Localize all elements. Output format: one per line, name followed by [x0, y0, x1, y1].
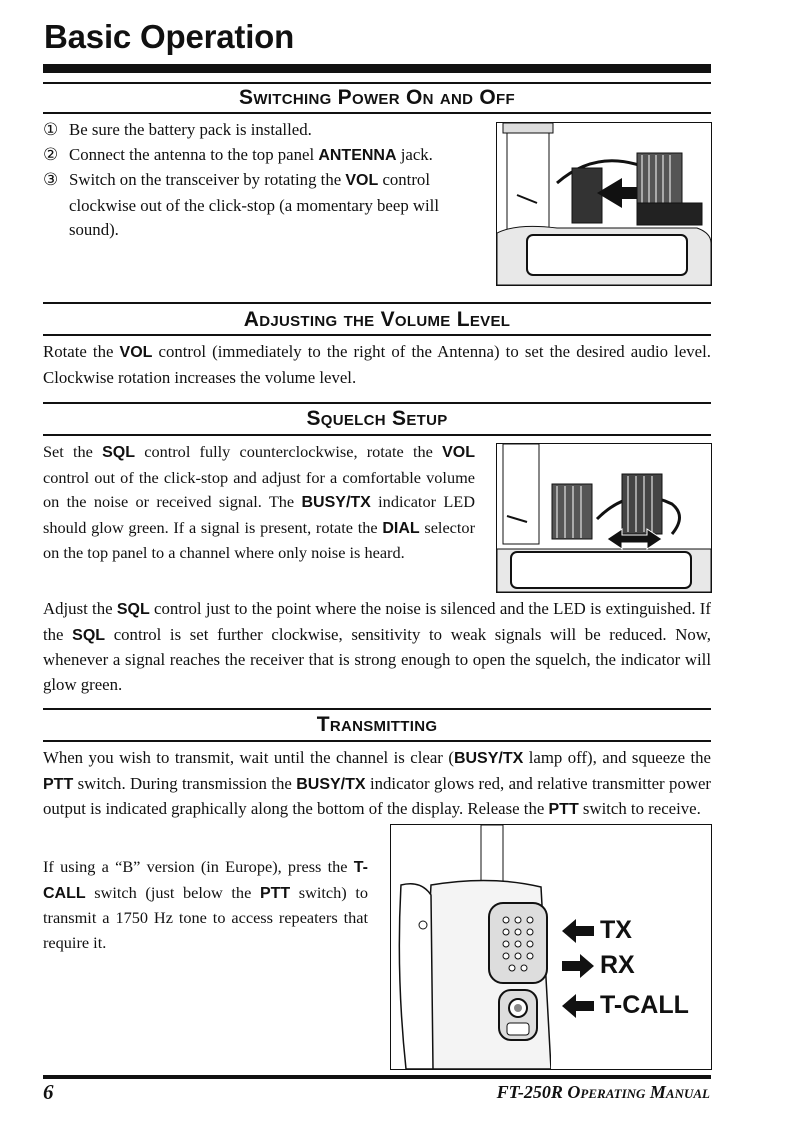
section-rule [43, 708, 711, 710]
text: indicator LED should glow green. If a signal is present, rotate the [43, 492, 475, 537]
page-number: 6 [43, 1080, 54, 1104]
keyword-busy-tx: BUSY/TX [301, 494, 371, 512]
radio-side-illustration [391, 825, 551, 1069]
step-text: Be sure the battery pack is installed. [69, 120, 312, 139]
section-rule [43, 740, 711, 742]
keyword-ptt: PTT [43, 775, 74, 793]
step-1 [43, 118, 312, 143]
section-title-volume: Adjusting the Volume Level [243, 308, 511, 331]
arrow-right-icon [562, 954, 594, 983]
section-title-squelch: Squelch Setup [306, 407, 448, 430]
text: switch to receive. [578, 799, 701, 819]
text: control fully counterclockwise, rotate the [135, 442, 443, 461]
text: control just to the point where the noise is silenced and the LED is extinguished. If the [43, 599, 711, 644]
keyword-sql: SQL [72, 626, 106, 644]
section-title-power: Switching Power On and Off [239, 86, 515, 109]
step-text: Switch on the transceiver by rotating the [69, 170, 346, 189]
text: switch. During transmission the [73, 773, 297, 793]
step-text: clockwise out of the click-stop (a momentary beep will [69, 195, 440, 215]
keyword-dial: DIAL [382, 519, 420, 537]
text: Set the [43, 442, 103, 461]
keyword-t-call: T-CALL [43, 859, 368, 902]
section-rule [43, 334, 711, 336]
text: control is set further clockwise, sensitivity to weak signals will be reduced. Now, whenever a signal reaches the receiver that is strong enough to open the squelch, the indicator will glow green. [43, 624, 712, 694]
text: switch) to transmit a 1750 Hz tone to access repeaters that require it. [43, 882, 369, 952]
figure-ptt-side [390, 824, 712, 1070]
header-bar [43, 64, 711, 73]
section-rule [43, 402, 711, 404]
callout-tx: TX [600, 916, 632, 944]
keyword-sql: SQL [102, 444, 136, 461]
transmitting-paragraph-2 [43, 855, 368, 955]
manual-title: FT-250R Operating Manual [496, 1082, 710, 1102]
step-text: Connect the antenna to the top panel [69, 145, 319, 164]
text: indicator glows red, and relative transmitter power output is indicated graphically along the bottom of the display. Release the [43, 773, 711, 819]
text: lamp off), and squeeze the [523, 748, 711, 767]
text: Rotate the [43, 342, 120, 361]
footer-bar [43, 1075, 711, 1079]
text: Adjust the [43, 599, 117, 618]
keyword-busy-tx: BUSY/TX [453, 750, 524, 767]
arrow-left-icon [562, 994, 594, 1023]
arrow-left-icon [562, 919, 594, 948]
figure-power-knob [496, 122, 712, 286]
callout-t-call: T-CALL [600, 991, 689, 1019]
callout-rx: RX [600, 951, 635, 979]
section-rule [43, 302, 711, 304]
keyword-busy-tx: BUSY/TX [296, 775, 366, 793]
squelch-paragraph-2 [43, 597, 711, 697]
keyword-sql: SQL [116, 601, 150, 618]
keyword-vol: VOL [345, 172, 379, 189]
step-text: control [378, 170, 430, 189]
text: selector on the top panel to a channel where only noise is heard. [43, 517, 475, 563]
step-text: sound). [69, 220, 119, 240]
step-text: jack. [396, 145, 433, 164]
step-number: ① [43, 120, 59, 139]
squelch-paragraph-1 [43, 440, 475, 566]
section-rule [43, 112, 711, 114]
transmitting-paragraph-1 [43, 746, 711, 823]
page-title: Basic Operation [44, 18, 295, 55]
keyword-ptt: PTT [259, 884, 291, 902]
keyword-vol: VOL [442, 444, 475, 461]
keyword-antenna: ANTENNA [318, 147, 397, 164]
text: control (immediately to the right of the Antenna) to set the desired audio level. Clockwise rotation increases the volume level. [43, 342, 711, 387]
volume-paragraph [43, 340, 711, 390]
step-number: ② [43, 145, 59, 164]
radio-top-illustration [497, 444, 711, 592]
step-2 [43, 143, 433, 169]
text: control out of the click-stop and adjust for a comfortable volume on the noise or received signal. The [43, 467, 475, 512]
keyword-vol: VOL [119, 344, 153, 361]
figure-squelch-knob [496, 443, 712, 593]
step-number: ③ [43, 170, 59, 189]
text: switch (just below the [85, 882, 260, 902]
section-rule [43, 434, 711, 436]
step-3 [43, 168, 439, 243]
keyword-ptt: PTT [548, 801, 579, 819]
text: If using a “B” version (in Europe), press the [43, 857, 354, 876]
section-title-transmitting: Transmitting [316, 713, 438, 736]
radio-top-illustration [497, 123, 711, 285]
text: When you wish to transmit, wait until the channel is clear ( [43, 748, 454, 767]
section-rule [43, 82, 711, 84]
